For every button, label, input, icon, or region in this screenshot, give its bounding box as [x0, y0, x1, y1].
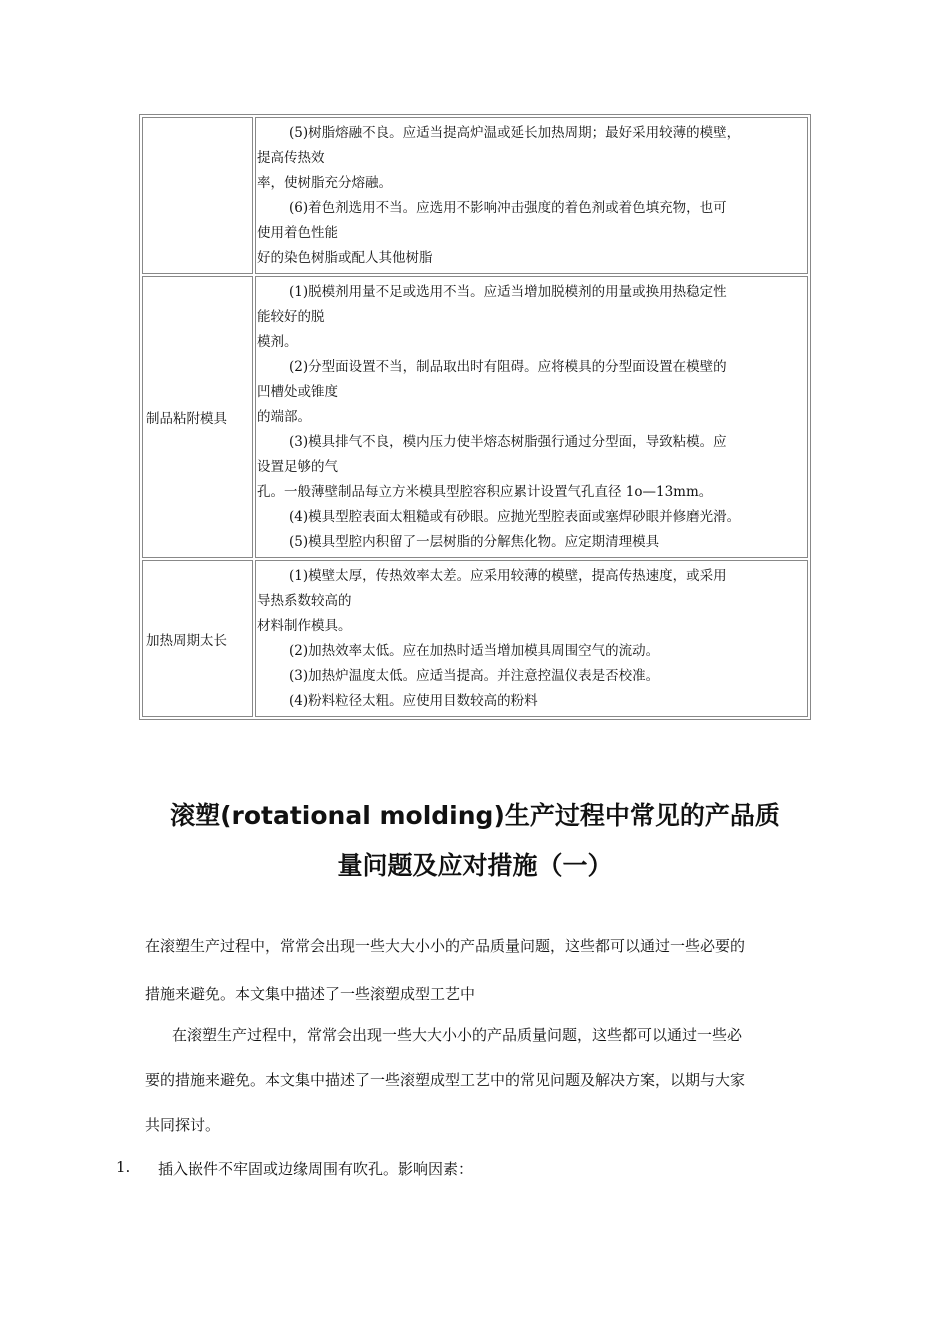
category-cell: 制品粘附模具	[142, 276, 253, 558]
solution-cell	[255, 560, 808, 717]
solution-line: (5)树脂熔融不良。应适当提高炉温或延长加热周期；最好采用较薄的模壁，	[289, 125, 741, 141]
intro-paragraph-2-line-3: 共同探讨。	[145, 1116, 221, 1134]
solution-cell	[255, 117, 808, 274]
solution-line: 提高传热效	[257, 150, 325, 166]
solution-line: (2)加热效率太低。应在加热时适当增加模具周围空气的流动。	[289, 643, 660, 659]
solution-line: 设置足够的气	[257, 459, 338, 475]
solution-line: (4)粉料粒径太粗。应使用目数较高的粉料	[289, 693, 538, 709]
intro-paragraph-1-line-2: 措施来避免。本文集中描述了一些滚塑成型工艺中	[145, 985, 476, 1003]
intro-paragraph-1-line-1: 在滚塑生产过程中，常常会出现一些大大小小的产品质量问题，这些都可以通过一些必要的	[145, 937, 746, 955]
solution-line: (5)模具型腔内积留了一层树脂的分解焦化物。应定期清理模具	[289, 534, 660, 550]
solution-line: (3)加热炉温度太低。应适当提高。并注意控温仪表是否校准。	[289, 668, 660, 684]
solution-line: (1)模壁太厚，传热效率太差。应采用较薄的模壁，提高传热速度，或采用	[289, 568, 727, 584]
article-title-line-1: 滚塑(rotational molding)生产过程中常见的产品质	[170, 801, 780, 830]
solution-line: 凹槽处或锥度	[257, 384, 338, 400]
solution-line: 材料制作模具。	[257, 618, 352, 634]
solution-cell	[255, 276, 808, 558]
list-item-text: 插入嵌件不牢固或边缘周围有吹孔。影响因素：	[158, 1160, 474, 1178]
defect-table	[139, 114, 811, 720]
solution-line: (2)分型面设置不当，制品取出时有阻碍。应将模具的分型面设置在模壁的	[289, 359, 727, 375]
solution-line: 导热系数较高的	[257, 593, 352, 609]
solution-line: 孔。一般薄壁制品每立方米模具型腔容积应累计设置气孔直径 1o—13mm。	[257, 484, 713, 500]
solution-line: 好的染色树脂或配人其他树脂	[257, 250, 433, 266]
solution-line: 使用着色性能	[257, 225, 338, 241]
solution-line: (6)着色剂选用不当。应选用不影响冲击强度的着色剂或着色填充物，也可	[289, 200, 727, 216]
table-row	[142, 560, 808, 717]
list-item-number: 1.	[116, 1158, 131, 1176]
solution-line: 模剂。	[257, 334, 298, 350]
article-title-line-2: 量问题及应对措施（一）	[337, 851, 613, 880]
intro-paragraph-2-line-1: 在滚塑生产过程中，常常会出现一些大大小小的产品质量问题，这些都可以通过一些必	[172, 1026, 743, 1044]
solution-line: 能较好的脱	[257, 309, 325, 325]
solution-line: 的端部。	[257, 409, 311, 425]
solution-line: 率，使树脂充分熔融。	[257, 175, 392, 191]
category-cell	[142, 117, 253, 274]
category-cell: 加热周期太长	[142, 560, 253, 717]
intro-paragraph-2-line-2: 要的措施来避免。本文集中描述了一些滚塑成型工艺中的常见问题及解决方案，以期与大家	[145, 1071, 746, 1089]
solution-line: (3)模具排气不良，模内压力使半熔态树脂强行通过分型面，导致粘模。应	[289, 434, 727, 450]
solution-line: (1)脱模剂用量不足或选用不当。应适当增加脱模剂的用量或换用热稳定性	[289, 284, 727, 300]
solution-line: (4)模具型腔表面太粗糙或有砂眼。应抛光型腔表面或塞焊砂眼并修磨光滑。	[289, 509, 741, 525]
table-row	[142, 276, 808, 558]
table-row	[142, 117, 808, 274]
